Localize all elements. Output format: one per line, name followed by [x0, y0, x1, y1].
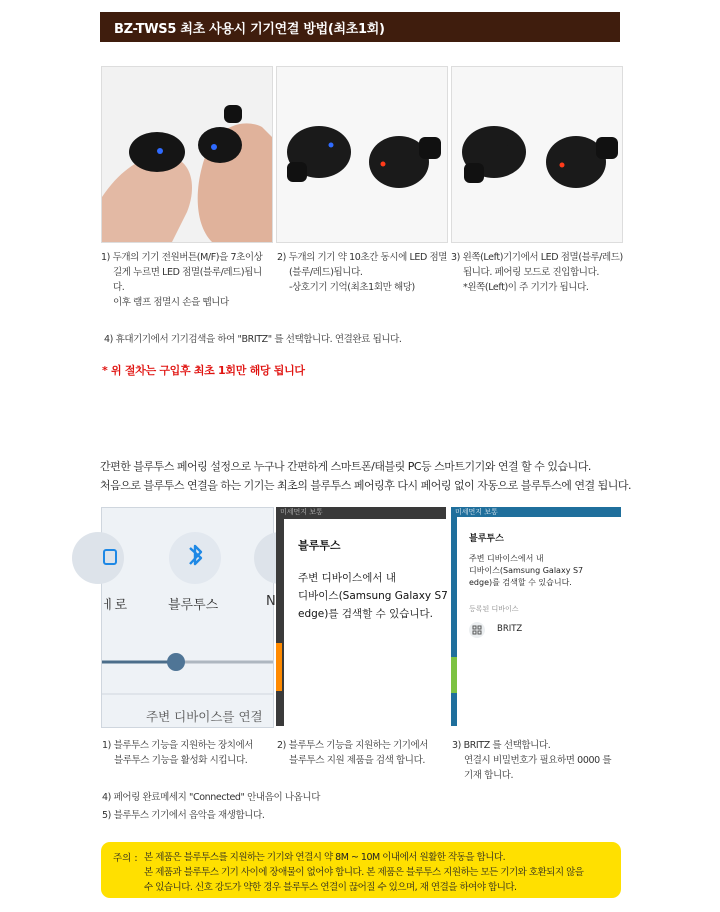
caption-line: 연결시 비밀번호가 필요하면 0000 를 [464, 755, 612, 766]
step-caption-3 [451, 250, 623, 295]
edge-strip [276, 643, 282, 691]
step-caption-1 [101, 250, 273, 310]
photo-step-3 [451, 66, 623, 243]
caption-line: 길게 누르면 LED 점멸(블루/레드)됩니다. [113, 267, 262, 293]
warning-line: 본 제품은 블루투스를 지원하는 기기와 연결시 약 8M ~ 10M 이내에서 원활한 작동을 합니다. [144, 852, 506, 863]
dialog-body-line: 디바이스(Samsung Galaxy S7 [469, 566, 584, 575]
intro-line: 처음으로 블루투스 연결을 하는 기기는 최초의 블루투스 페어링후 다시 페어링 없이 자동으로 블루투스에 연결 됩니다. [100, 479, 631, 492]
step-5-play: 5) 블루투스 기기에서 음악을 재생합니다. [102, 810, 265, 821]
step-4-connected: 4) 페어링 완료메세지 "Connected" 안내음이 나옵니다 [102, 792, 320, 803]
caption-line: 2) 두개의 기기 약 10초간 동시에 LED 점멸 [277, 252, 448, 263]
device-name: BRITZ [497, 624, 523, 634]
caption-line: 1) 블루투스 기능을 지원하는 장치에서 [102, 740, 254, 751]
red-note: * 위 절차는 구입후 최초 1회만 해당 됩니다 [102, 364, 305, 377]
caption-line: 됩니다. 페어링 모드로 진입합니다. [463, 267, 599, 278]
app-caption-2 [277, 738, 449, 768]
dialog-body [469, 553, 583, 589]
caption-line: 2) 블루투스 기능을 지원하는 기기에서 [277, 740, 429, 751]
headset-icon [469, 622, 485, 638]
photo-step-1 [101, 66, 273, 243]
photo-step-2 [276, 66, 448, 243]
warning-line: 본 제품과 블루투스 기기 사이에 장애물이 없어야 합니다. 본 제품은 블루투스 지원하는 모든 기기와 호환되지 않을 [144, 867, 584, 878]
dialog-body-line: edge)를 검색할 수 있습니다. [469, 578, 572, 587]
intro-line: 간편한 블루투스 페어링 설정으로 누구나 간편하게 스마트폰/태블릿 PC등 스마트기기와 연결 할 수 있습니다. [100, 460, 591, 473]
screenshot-quick-panel [101, 507, 274, 728]
brightness-slider-handle [167, 653, 185, 671]
caption-line: 이후 램프 점멸시 손을 뗍니다 [113, 297, 229, 308]
caption-line: 블루투스 기능을 활성화 시킵니다. [114, 755, 248, 766]
section-header [100, 12, 620, 42]
intro-text [100, 457, 660, 495]
header-title: BZ-TWS5 최초 사용시 기기연결 방법(최초1회) [114, 21, 385, 37]
dialog-body-line: 디바이스(Samsung Galaxy S7 [298, 590, 448, 602]
dialog-title: 블루투스 [298, 539, 341, 552]
warning-box [101, 842, 621, 898]
caption-line: 블루투스 지원 제품을 검색 합니다. [289, 755, 425, 766]
right-toggle-label: N [266, 594, 276, 609]
warning-text [144, 850, 583, 895]
dialog-body-line: 주변 디바이스에서 내 [298, 572, 396, 584]
caption-line: 1) 두개의 기기 전원버튼(M/F)을 7초이상 [101, 252, 263, 263]
screenshot-bluetooth-dialog [276, 507, 446, 726]
warning-line: 수 있습니다. 신호 강도가 약한 경우 블루투스 연결이 끊어질 수 있으며, 재 연결을 하여야 합니다. [144, 882, 517, 893]
device-row-britz[interactable] [469, 620, 609, 642]
dialog-body-line: 주변 디바이스에서 내 [469, 554, 544, 563]
caption-line: 3) BRITZ 를 선택합니다. [452, 740, 551, 751]
step-caption-2 [277, 250, 449, 295]
status-bar-text: 미세먼지 보통 [455, 508, 498, 516]
caption-line: 3) 왼쪽(Left)기기에서 LED 점멸(블루/레드) [451, 252, 623, 263]
dialog-body [298, 569, 448, 623]
caption-line: *왼쪽(Left)이 주 기기가 됩니다. [463, 282, 589, 293]
caption-line: -상호기기 기억(최초1회만 해당) [289, 282, 415, 293]
dialog-title: 블루투스 [469, 534, 504, 544]
screenshot-device-list [451, 507, 621, 726]
step-4-text: 4) 휴대기기에서 기기검색을 하여 "BRITZ" 를 선택합니다. 연결완료 됩니다. [104, 334, 402, 345]
app-caption-1 [102, 738, 274, 768]
bluetooth-toggle-label[interactable]: 블루투스 [168, 598, 219, 613]
bluetooth-dialog [284, 519, 446, 726]
dialog-body-line: edge)를 검색할 수 있습니다. [298, 608, 433, 620]
warning-label: 주의 : [113, 853, 138, 864]
registered-devices-header: 등록된 디바이스 [469, 605, 519, 613]
status-bar-text: 미세먼지 보통 [280, 508, 323, 516]
left-toggle-label: ㅔ로 [102, 598, 128, 613]
app-caption-3 [452, 738, 624, 783]
bluetooth-device-dialog [457, 517, 621, 726]
caption-line: 기재 합니다. [464, 770, 514, 781]
caption-line: (블루/레드)됩니다. [289, 267, 363, 278]
bottom-device-text: 주변 디바이스를 연결 [146, 709, 263, 724]
